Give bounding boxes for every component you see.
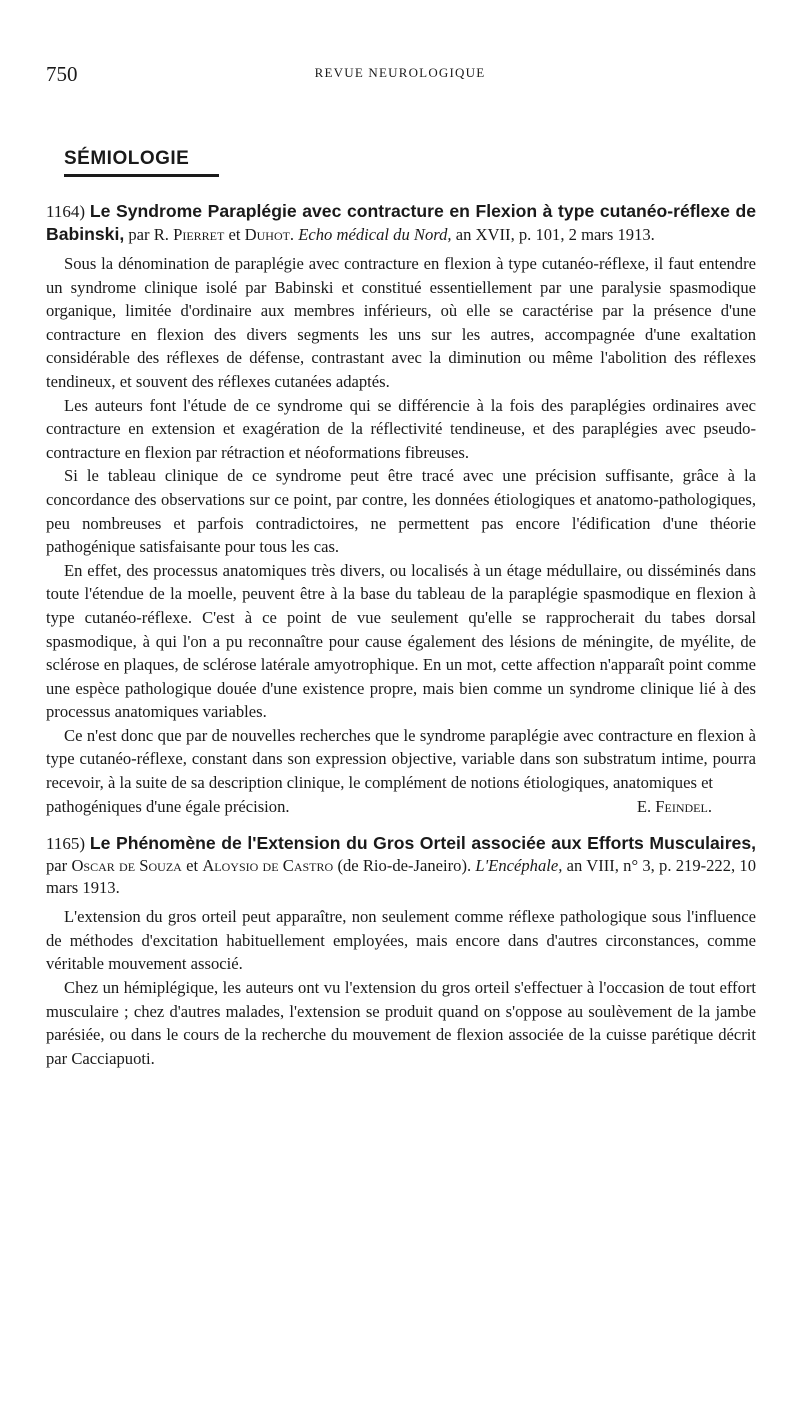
author-name: Oscar de Souza: [71, 856, 182, 876]
abstract-1165: [46, 832, 756, 1070]
by-word: par: [46, 856, 68, 876]
article-body: [46, 200, 756, 1070]
abstract-title: Le Syndrome Paraplégie avec contracture en Flexion à type cutanéo-réflexe de Babinski,: [46, 201, 756, 244]
abstract-1164: [46, 200, 756, 818]
author-name: Duhot.: [244, 225, 295, 244]
spacer: [46, 818, 756, 832]
author-name: Aloysio de Castro: [202, 856, 334, 876]
paragraph: Ce n'est donc que par de nouvelles recherches que le syndrome paraplégie avec contracture en flexion à type cutanéo-réflexe, constant dans son expression objective, variable dans son substratum intime, pourra recevoir, à la suite de sa description clinique, le complément de notions étiologiques, anatomiques et: [46, 725, 756, 793]
running-title: REVUE NEUROLOGIQUE: [314, 65, 486, 80]
and-word: et: [186, 856, 199, 876]
section-title: SÉMIOLOGIE: [64, 148, 190, 169]
abstract-number: 1164): [46, 202, 86, 221]
paragraph: Les auteurs font l'étude de ce syndrome qui se différencie à la fois des paraplégies ordinaires avec contracture en extension et exagération de la réflectivité tendineuse, et des paraplégies avec pseudo-contracture en flexion par rétraction et néoformations fibreuses.: [46, 395, 756, 462]
paragraph: En effet, des processus anatomiques très divers, ou localisés à un étage médullaire, ou disséminés dans toute l'étendue de la moelle, peuvent être à la base du tableau de la paraplégie spasmodique en flexion à type cutanéo-réflexe. C'est à ce point de vue seulement qu'elle se rapprocherait du tabes dorsal spasmodique, à qui l'on a pu reconnaître pour cause également des lésions de méningite, de myélite, de sclérose en plaques, de sclérose latérale amyotrophique. En un mot, cette affection n'apparaît point comme une espèce pathologique douée d'une existence propre, mais bien comme un syndrome clinique lié à des processus anatomiques variables.: [46, 560, 756, 722]
paragraph: L'extension du gros orteil peut apparaître, non seulement comme réflexe pathologique sous l'influence de méthodes d'excitation habituellement employées, mais encore dans d'autres circonstances, comme véritable mouvement associé.: [46, 907, 756, 974]
paragraph-end: pathogéniques d'une égale précision.: [46, 796, 290, 816]
abstract-heading: [46, 200, 756, 246]
paragraph: Chez un hémiplégique, les auteurs ont vu l'extension du gros orteil s'effectuer à l'occasion de tout effort musculaire ; chez d'autres malades, l'extension se produit quand on s'oppose au soulèvement de la jambe parésiée, ou dans le cours de la recherche du mouvement de flexion associée de la cuisse parétique décrit par Cacciapuoti.: [46, 978, 756, 1068]
abstract-number: 1165): [46, 834, 86, 854]
author-name: R. Pierret: [153, 225, 225, 244]
citation: an XVII, p. 101, 2 mars 1913.: [455, 225, 655, 244]
citation: an VIII, n° 3, p. 219-222, 10 mars 1913.: [46, 856, 757, 898]
abstract-heading: [46, 832, 756, 899]
author-location: (de Rio-de-Janeiro).: [337, 856, 472, 876]
by-word: par: [128, 225, 150, 244]
and-word: et: [228, 225, 241, 244]
section-underline: [64, 174, 219, 177]
journal-name: Echo médical du Nord,: [298, 225, 452, 244]
paragraph: Sous la dénomination de paraplégie avec contracture en flexion à type cutanéo-réflexe, il faut entendre un syndrome clinique isolé par Babinski et constitué essentiellement par une paralysie spasmodique organique, limitée d'ordinaire aux membres inférieurs, où elle se caractérise par la présence d'une contracture en flexion des divers segments les uns sur les autres, accompagnée d'une exaltation considérable des réflexes de défense, contrastant avec la diminution ou même l'abolition des réflexes tendineux, et souvent des réflexes cutanées adaptés.: [46, 254, 756, 391]
abstract-title: Le Phénomène de l'Extension du Gros Orteil associée aux Efforts Musculaires,: [89, 833, 756, 854]
page-number: 750: [46, 62, 78, 86]
closing-line: [46, 795, 756, 819]
journal-name: L'Encéphale,: [475, 856, 563, 876]
paragraph: Si le tableau clinique de ce syndrome peut être tracé avec une précision suffisante, grâce à la concordance des observations sur ce point, par contre, les données étiologiques et anatomo-pathologiques, peu nombreuses et parfois contradictoires, ne permettent pas encore l'édification d'une théorie pathogénique satisfaisante pour tous les cas.: [46, 466, 756, 557]
signature: E. Feindel.: [636, 796, 712, 816]
